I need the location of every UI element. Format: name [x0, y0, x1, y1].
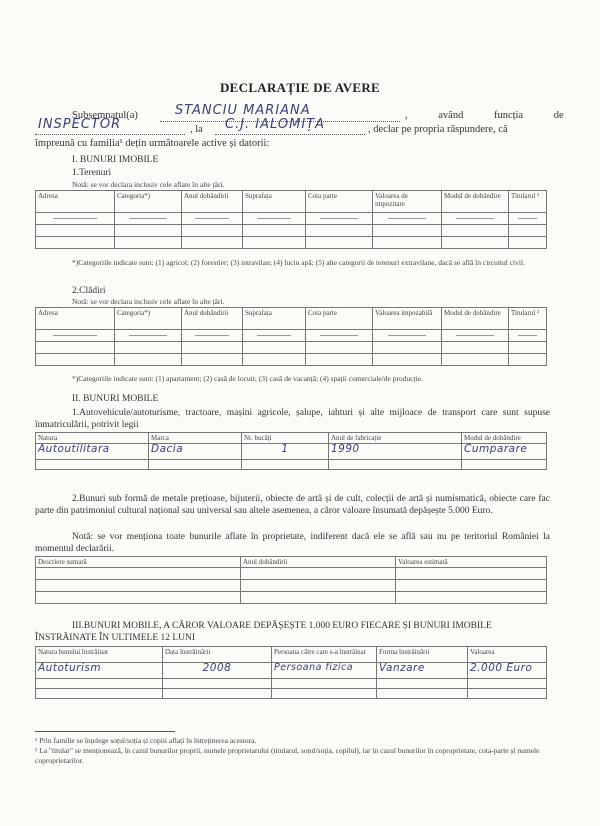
intro-line2: împreună cu familia¹ dețin următoarele active și datorii: [35, 138, 270, 149]
col-header: Natura [36, 433, 149, 444]
col-header: Modul de dobândire [442, 308, 509, 330]
col-header: Valoarea [468, 647, 547, 663]
intro-avand: , având funcția de [405, 110, 564, 121]
valuables-intro: 2.Bunuri sub formă de metale prețioase, bijuterii, obiecte de artă și de cult, colecții de artă și numismatică, obiecte care fac parte din patrimoniul cultural național sau universal sau altele asemenea, a căror valoare însumată depășește 5.000 Euro. [35, 494, 550, 516]
table-row [36, 592, 547, 604]
intro-la: , la [190, 124, 203, 135]
footnote-divider [35, 731, 175, 732]
intro-declar: , declar pe propria răspundere, că [368, 124, 508, 135]
intro-subsemnatul: Subsemnatul(a) [72, 110, 138, 121]
table-row [36, 342, 547, 354]
function-underline [35, 134, 185, 135]
section3-heading: III.BUNURI MOBILE, A CĂROR VALOARE DEPĂȘEȘTE 1.000 EURO FIECARE ȘI BUNURI IMOBILE ÎNSTRĂINATE ÎN ULTIMELE 12 LUNI [35, 621, 492, 643]
declarant-function: INSPECTOR [38, 117, 122, 132]
cladiri-footnote: *)Categoriile indicate sunt: (1) apartament; (2) casă de locuit; (3) casă de vacanță; (4) spații comerciale/de producție. [72, 374, 423, 383]
section2-heading: II. BUNURI MOBILE [72, 394, 159, 404]
valuables-note: Notă: se vor menționa toate bunurile aflate în proprietate, indiferent dacă ele se află sau nu pe teritoriul României la momentul declarării. [35, 532, 550, 554]
col-header: Forma înstrăinării [377, 647, 468, 663]
col-header: Descriere sumară [36, 557, 241, 568]
alienated-valoarea: 2.000 Euro [470, 662, 533, 674]
alienated-data: 2008 [202, 662, 232, 674]
alienated-forma: Vanzare [379, 662, 425, 674]
col-header: Marca [149, 433, 242, 444]
footnote-2: ² La "titular" se menționează, în cazul bunurilor proprii, numele proprietarului (titularul, soțul/soția, copilul), iar în cazul bunurilor în coproprietate, cota-parte și numele coproprietarilor. [35, 746, 540, 765]
col-header: Persoana către care s-a înstrăinat [272, 647, 377, 663]
page-title: DECLARAȚIE DE AVERE [219, 80, 381, 95]
table-row [36, 679, 547, 689]
table-row [36, 580, 547, 592]
alienated-table [35, 646, 547, 699]
col-header: Data înstrăinării [163, 647, 272, 663]
vehicle-natura: Autoutilitara [38, 443, 110, 455]
cladiri-note: Notă: se vor declara inclusiv cele aflate în alte țări. [72, 297, 225, 306]
section1-heading: I. BUNURI IMOBILE [72, 155, 159, 165]
col-header: Adresa [36, 308, 115, 330]
col-header: Anul dobândirii [182, 308, 243, 330]
terenuri-note: Notă: se vor declara inclusiv cele aflate în alte țări. [72, 180, 225, 189]
declarant-name: STANCIU MARIANA [175, 103, 311, 118]
valuables-table [35, 556, 547, 604]
col-header: Anul de fabricație [329, 433, 462, 444]
col-header: Valoarea de impozitare [373, 191, 442, 213]
col-header: Nr. bucăți [242, 433, 329, 444]
terenuri-table [35, 190, 547, 249]
table-row [36, 237, 547, 249]
table-row [36, 689, 547, 699]
table-row [36, 225, 547, 237]
footnote-1: ¹ Prin familie se înțelege soțul/soția și copiii aflați în întreținerea acestora. [35, 736, 257, 745]
table-row [36, 330, 547, 342]
vehicle-an: 1990 [331, 443, 360, 455]
table-row [36, 444, 547, 460]
col-header: Modul de dobândire [442, 191, 509, 213]
col-header: Cota parte [306, 191, 373, 213]
alienated-natura: Autoturism [38, 662, 102, 674]
terenuri-footnote: *)Categoriile indicate sunt: (1) agricol; (2) forestier; (3) intravilan; (4) luciu apă; (5) alte categorii de terenuri extravilane, dacă se află în circuitul civil. [72, 258, 525, 267]
table-row [36, 354, 547, 366]
col-header: Cota parte [306, 308, 373, 330]
vehicles-table [35, 432, 547, 470]
vehicle-marca: Dacia [151, 443, 184, 455]
terenuri-title: 1.Terenuri [72, 168, 112, 178]
col-header: Valoarea impozabilă [373, 308, 442, 330]
cladiri-table [35, 307, 547, 366]
vehicles-intro: 1.Autovehicule/autoturisme, tractoare, mașini agricole, șalupe, iahturi și alte mijloace de transport care sunt supuse înmatriculării, potrivit legii [35, 408, 550, 430]
vehicle-mod: Cumparare [464, 443, 528, 455]
declarant-institution: C.J. IALOMIȚA [225, 117, 325, 132]
col-header: Modul de dobândire [462, 433, 547, 444]
col-header: Valoarea estimată [396, 557, 547, 568]
col-header: Suprafața [243, 191, 306, 213]
table-row [36, 568, 547, 580]
vehicle-nr: 1 [281, 443, 289, 455]
cladiri-title: 2.Clădiri [72, 286, 106, 296]
table-row [36, 460, 547, 470]
table-row [36, 663, 547, 679]
col-header: Suprafața [243, 308, 306, 330]
col-header: Natura bunului înstrăinat [36, 647, 163, 663]
col-header: Categoria*) [115, 191, 182, 213]
col-header: Anul dobândirii [182, 191, 243, 213]
col-header: Categoria*) [115, 308, 182, 330]
institution-underline [215, 134, 365, 135]
col-header: Anul dobândirii [241, 557, 396, 568]
col-header: Adresa [36, 191, 115, 213]
alienated-persoana: Persoana fizica [274, 662, 354, 673]
table-row [36, 213, 547, 225]
col-header: Titularul ² [509, 191, 547, 213]
col-header: Titularul ² [509, 308, 547, 330]
